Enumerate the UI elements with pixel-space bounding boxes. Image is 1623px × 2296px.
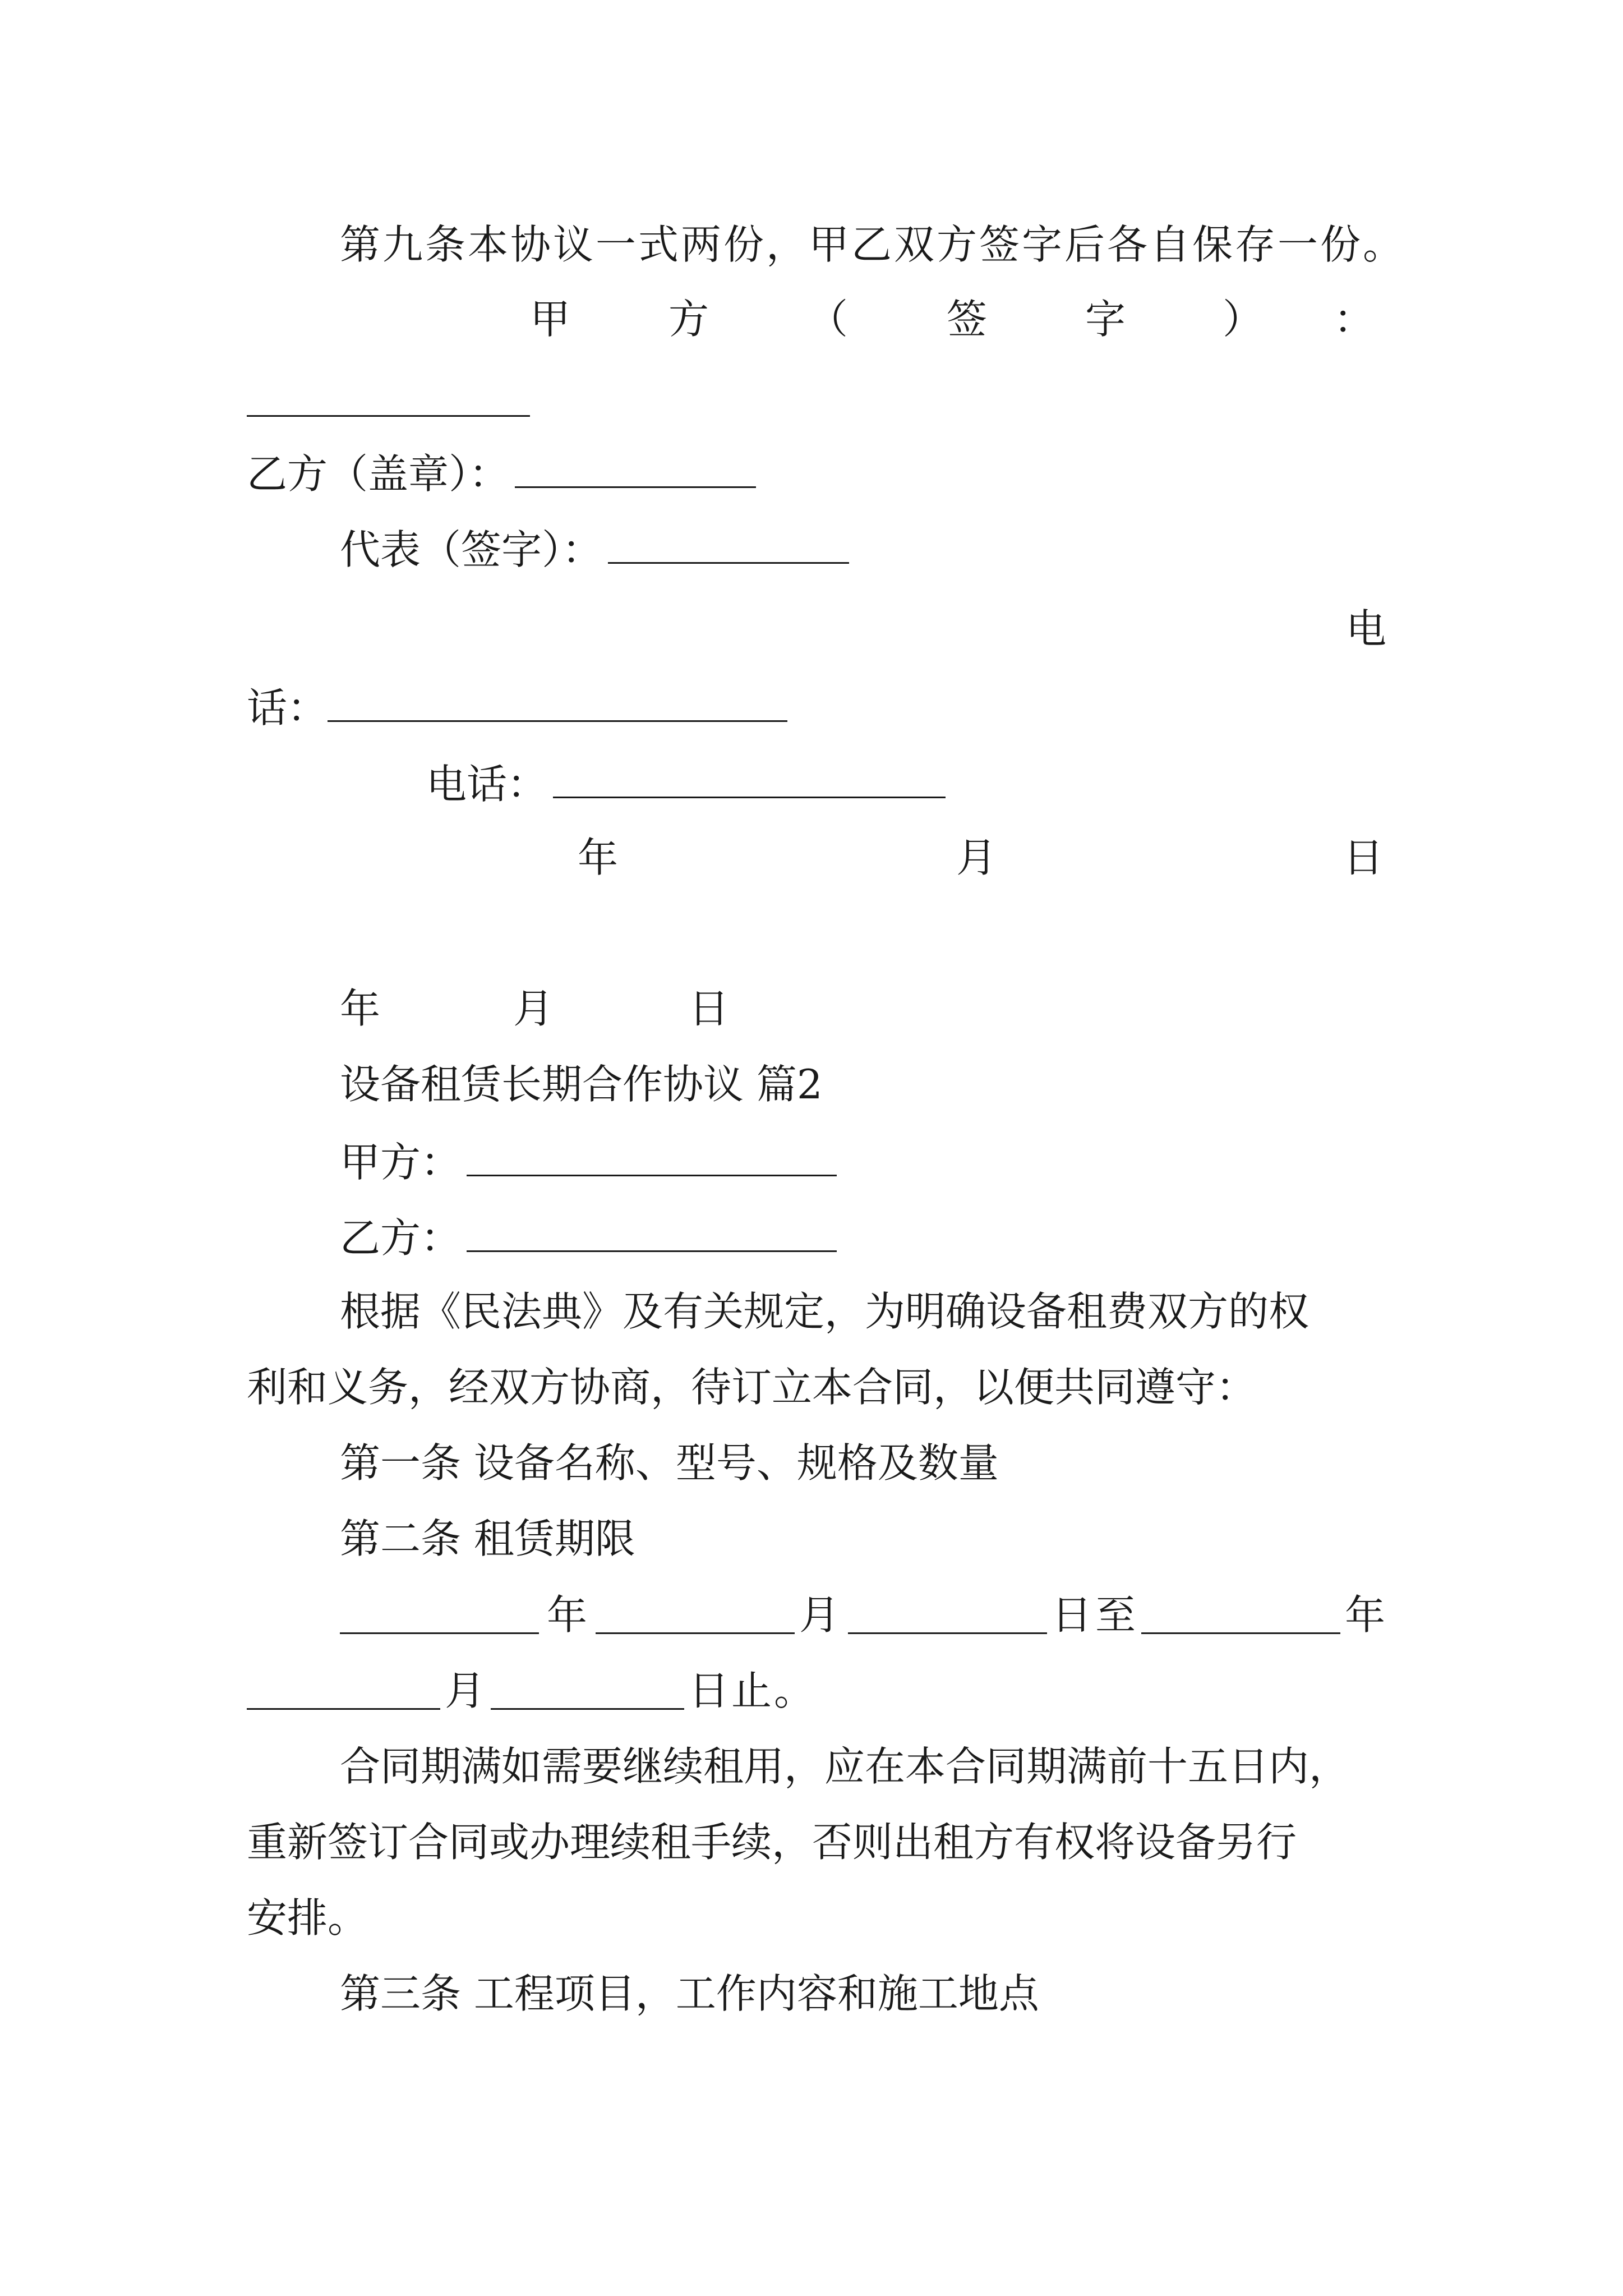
date-1-day: 日 xyxy=(1343,834,1384,881)
party-b-label: 乙方： xyxy=(340,1214,462,1262)
party-b-row xyxy=(340,1214,837,1262)
party-a-char-4: 签 xyxy=(947,296,988,343)
lease-end-month: 月 xyxy=(445,1667,486,1714)
party-b-seal-line xyxy=(515,452,756,488)
party-a-char-5: 字 xyxy=(1085,296,1126,343)
clause-9: 第九条本协议一式两份，甲乙双方签字后各自保存一份。 xyxy=(340,221,1406,268)
party-a-signature-line xyxy=(247,415,530,417)
party-b-seal-row xyxy=(247,450,756,498)
phone-row-2 xyxy=(426,761,946,808)
renewal-line-3: 安排。 xyxy=(247,1894,368,1941)
lease-start-month-line xyxy=(596,1632,795,1634)
date-2-month: 月 xyxy=(513,985,554,1032)
party-a-char-2: 方 xyxy=(668,296,709,343)
party-a-char-6: ） xyxy=(1223,296,1264,343)
intro-line-1: 根据《民法典》及有关规定，为明确设备租费双方的权 xyxy=(340,1288,1310,1335)
representative-label: 代表（签字）： xyxy=(340,526,603,573)
lease-start-day-line xyxy=(848,1632,1047,1634)
phone-label-top: 电 xyxy=(1346,605,1387,652)
date-1-year: 年 xyxy=(578,834,619,881)
party-b-seal-label: 乙方（盖章）： xyxy=(247,450,510,498)
renewal-line-2: 重新签订合同或办理续租手续，否则出租方有权将设备另行 xyxy=(247,1819,1297,1866)
representative-row xyxy=(340,526,849,573)
lease-end-year: 年 xyxy=(1345,1591,1386,1639)
phone-line-1 xyxy=(328,685,787,722)
agreement-title: 设备租赁长期合作协议 篇2 xyxy=(340,1061,823,1108)
article-3: 第三条 工程项目，工作内容和施工地点 xyxy=(340,1970,1039,2017)
lease-start-year: 年 xyxy=(547,1591,588,1639)
date-2-year: 年 xyxy=(340,985,381,1032)
lease-end-year-line xyxy=(1141,1632,1340,1634)
phone-row-1 xyxy=(247,684,787,731)
party-a-char-3: （ xyxy=(808,296,849,343)
date-1-month: 月 xyxy=(956,834,997,881)
lease-day-to: 日至 xyxy=(1052,1591,1140,1639)
lease-end-month-line xyxy=(247,1708,440,1710)
lease-end-day-line xyxy=(491,1708,684,1710)
party-a-char-7: ： xyxy=(1334,296,1375,343)
party-a-row xyxy=(340,1139,837,1186)
party-b-line xyxy=(467,1216,837,1252)
lease-start-year-line xyxy=(340,1632,539,1634)
lease-start-month: 月 xyxy=(799,1591,840,1639)
date-2-day: 日 xyxy=(689,985,730,1032)
article-1: 第一条 设备名称、型号、规格及数量 xyxy=(340,1439,999,1487)
lease-day-end: 日止。 xyxy=(689,1667,817,1714)
phone-label-2: 电话： xyxy=(426,761,548,808)
party-a-char-1: 甲 xyxy=(530,296,571,343)
renewal-line-1: 合同期满如需要继续租用，应在本合同期满前十五日内， xyxy=(340,1743,1350,1790)
intro-line-2: 利和义务，经双方协商，待订立本合同，以便共同遵守： xyxy=(247,1364,1257,1411)
phone-line-2 xyxy=(553,762,946,798)
party-a-label: 甲方： xyxy=(340,1139,462,1186)
phone-label-bottom: 话： xyxy=(247,684,328,731)
party-a-line xyxy=(467,1140,837,1176)
article-2: 第二条 租赁期限 xyxy=(340,1515,635,1562)
representative-line xyxy=(608,527,849,564)
